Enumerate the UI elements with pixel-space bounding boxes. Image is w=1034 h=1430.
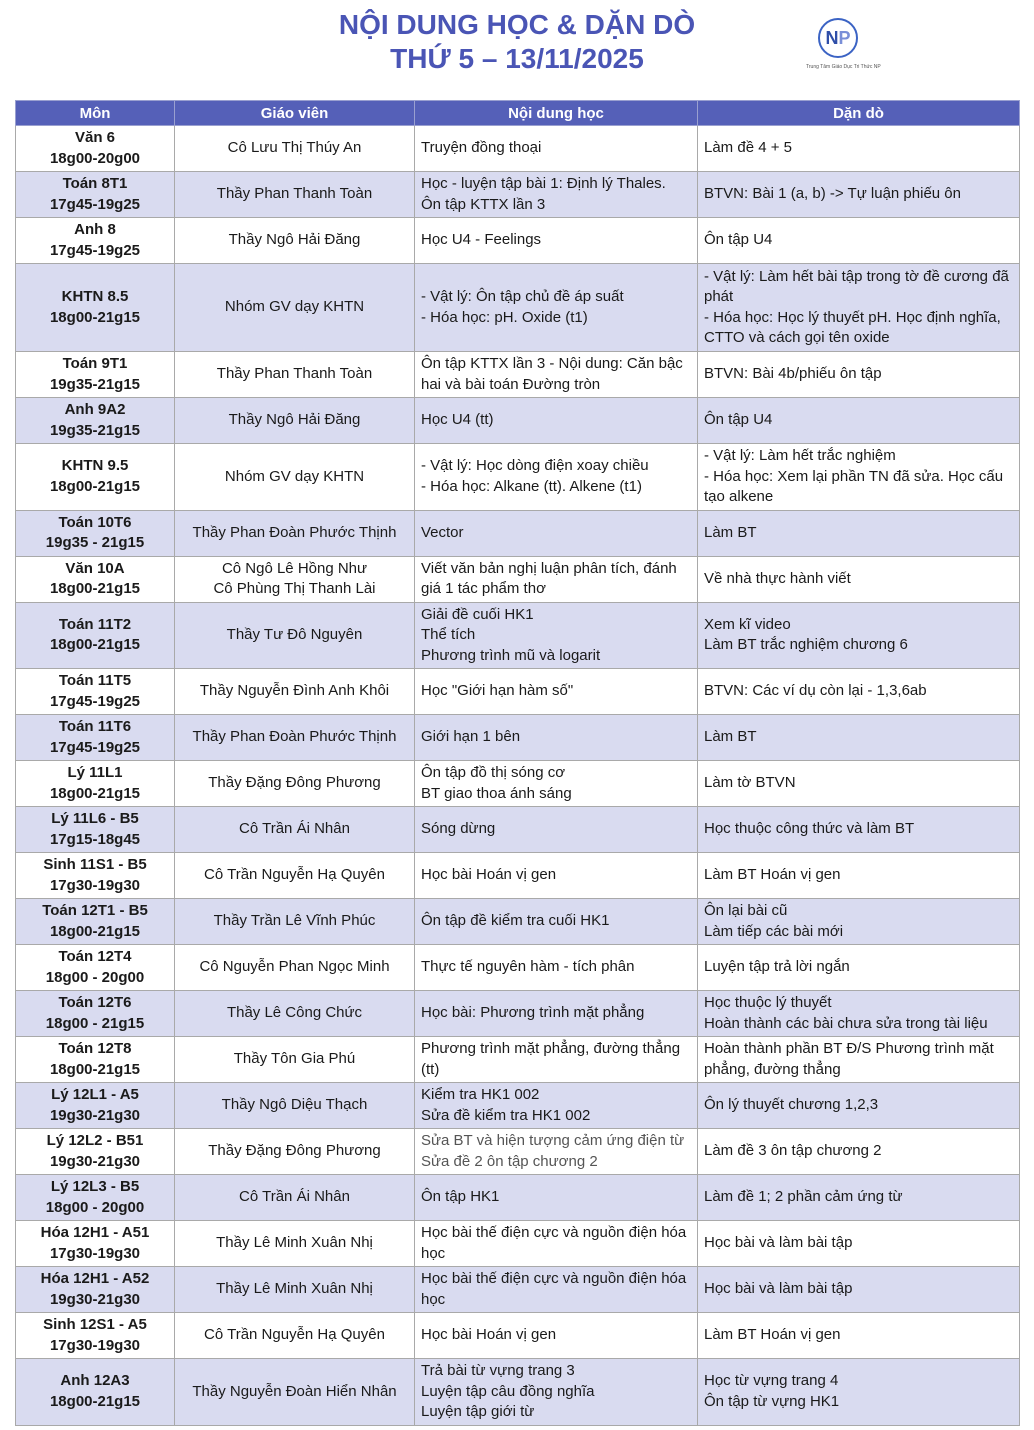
cell-giao-vien: Thầy Ngô Hải Đăng <box>175 398 415 444</box>
cell-noi-dung-hoc: Ôn tập KTTX lần 3 - Nội dung: Căn bậc hai và bài toán Đường tròn <box>415 352 698 398</box>
cell-mon: Toán 9T1 19g35-21g15 <box>16 352 175 398</box>
table-row <box>16 1175 1020 1221</box>
cell-giao-vien: Cô Trần Nguyễn Hạ Quyên <box>175 853 415 899</box>
table-row <box>16 853 1020 899</box>
cell-dan-do: Làm đề 3 ôn tập chương 2 <box>698 1129 1020 1175</box>
cell-giao-vien: Thầy Lê Minh Xuân Nhị <box>175 1221 415 1267</box>
table-row <box>16 1129 1020 1175</box>
cell-dan-do: Ôn tập U4 <box>698 218 1020 264</box>
cell-giao-vien: Thầy Lê Công Chức <box>175 991 415 1037</box>
cell-giao-vien: Nhóm GV dạy KHTN <box>175 444 415 511</box>
cell-noi-dung-hoc: - Vật lý: Học dòng điện xoay chiều - Hóa học: Alkane (tt). Alkene (t1) <box>415 444 698 511</box>
cell-noi-dung-hoc: Học "Giới hạn hàm số" <box>415 669 698 715</box>
cell-mon: Toán 12T4 18g00 - 20g00 <box>16 945 175 991</box>
cell-giao-vien: Cô Lưu Thị Thúy An <box>175 126 415 172</box>
cell-dan-do: Làm đề 1; 2 phần cảm ứng từ <box>698 1175 1020 1221</box>
cell-mon: KHTN 8.5 18g00-21g15 <box>16 264 175 352</box>
cell-dan-do: - Vật lý: Làm hết bài tập trong tờ đề cương đã phát - Hóa học: Học lý thuyết pH. Học định nghĩa, CTTO và cách gọi tên oxide <box>698 264 1020 352</box>
header-dan-do: Dặn dò <box>698 101 1020 126</box>
cell-mon: Toán 11T6 17g45-19g25 <box>16 715 175 761</box>
cell-dan-do: BTVN: Bài 4b/phiếu ôn tập <box>698 352 1020 398</box>
cell-noi-dung-hoc: Học bài Hoán vị gen <box>415 1313 698 1359</box>
cell-giao-vien: Thầy Nguyễn Đình Anh Khôi <box>175 669 415 715</box>
title-line-1: NỘI DUNG HỌC & DẶN DÒ <box>338 9 696 40</box>
table-row <box>16 1359 1020 1426</box>
cell-noi-dung-hoc: Thực tế nguyên hàm - tích phân <box>415 945 698 991</box>
cell-mon: Toán 12T8 18g00-21g15 <box>16 1037 175 1083</box>
cell-noi-dung-hoc: Vector <box>415 510 698 556</box>
cell-dan-do: Học từ vựng trang 4 Ôn tập từ vựng HK1 <box>698 1359 1020 1426</box>
cell-dan-do: Ôn lý thuyết chương 1,2,3 <box>698 1083 1020 1129</box>
table-row <box>16 1313 1020 1359</box>
cell-noi-dung-hoc: Ôn tập HK1 <box>415 1175 698 1221</box>
cell-dan-do: Làm BT <box>698 715 1020 761</box>
cell-noi-dung-hoc: Ôn tập đề kiểm tra cuối HK1 <box>415 899 698 945</box>
cell-giao-vien: Thầy Ngô Hải Đăng <box>175 218 415 264</box>
table-row <box>16 556 1020 602</box>
logo-caption: Trung Tâm Giáo Dục Tri Thức NP <box>806 64 881 70</box>
table-row <box>16 264 1020 352</box>
cell-dan-do: Học bài và làm bài tập <box>698 1267 1020 1313</box>
cell-giao-vien: Thầy Phan Thanh Toàn <box>175 352 415 398</box>
table-row <box>16 669 1020 715</box>
cell-dan-do: Làm tờ BTVN <box>698 761 1020 807</box>
cell-noi-dung-hoc: Giới hạn 1 bên <box>415 715 698 761</box>
cell-giao-vien: Thầy Phan Đoàn Phước Thịnh <box>175 715 415 761</box>
header-noi-dung-hoc: Nội dung học <box>415 101 698 126</box>
table-row <box>16 715 1020 761</box>
cell-mon: Toán 12T6 18g00 - 21g15 <box>16 991 175 1037</box>
cell-dan-do: Học thuộc công thức và làm BT <box>698 807 1020 853</box>
cell-noi-dung-hoc: Viết văn bản nghị luận phân tích, đánh giá 1 tác phẩm thơ <box>415 556 698 602</box>
table-row <box>16 991 1020 1037</box>
cell-noi-dung-hoc: Học bài: Phương trình mặt phẳng <box>415 991 698 1037</box>
table-row <box>16 126 1020 172</box>
cell-mon: Toán 10T6 19g35 - 21g15 <box>16 510 175 556</box>
table-row <box>16 761 1020 807</box>
cell-noi-dung-hoc: Học - luyện tập bài 1: Định lý Thales. Ôn tập KTTX lần 3 <box>415 172 698 218</box>
cell-noi-dung-hoc: Sóng dừng <box>415 807 698 853</box>
title-line-2: THỨ 5 – 13/11/2025 <box>390 43 644 74</box>
cell-mon: Sinh 12S1 - A5 17g30-19g30 <box>16 1313 175 1359</box>
cell-dan-do: Về nhà thực hành viết <box>698 556 1020 602</box>
cell-noi-dung-hoc: Kiểm tra HK1 002 Sửa đề kiểm tra HK1 002 <box>415 1083 698 1129</box>
cell-noi-dung-hoc: Giải đề cuối HK1 Thể tích Phương trình mũ và logarit <box>415 602 698 669</box>
cell-noi-dung-hoc: - Vật lý: Ôn tập chủ đề áp suất - Hóa học: pH. Oxide (t1) <box>415 264 698 352</box>
cell-noi-dung-hoc: Học bài Hoán vị gen <box>415 853 698 899</box>
cell-dan-do: - Vật lý: Làm hết trắc nghiệm - Hóa học: Xem lại phần TN đã sửa. Học cấu tạo alkene <box>698 444 1020 511</box>
cell-mon: Văn 6 18g00-20g00 <box>16 126 175 172</box>
cell-dan-do: Làm BT Hoán vị gen <box>698 1313 1020 1359</box>
cell-dan-do: BTVN: Bài 1 (a, b) -> Tự luận phiếu ôn <box>698 172 1020 218</box>
cell-mon: Toán 8T1 17g45-19g25 <box>16 172 175 218</box>
header-giao-vien: Giáo viên <box>175 101 415 126</box>
cell-noi-dung-hoc: Học bài thế điện cực và nguồn điện hóa học <box>415 1221 698 1267</box>
table-row <box>16 1267 1020 1313</box>
cell-dan-do: Làm đề 4 + 5 <box>698 126 1020 172</box>
cell-noi-dung-hoc: Học bài thế điện cực và nguồn điện hóa học <box>415 1267 698 1313</box>
header-mon: Môn <box>16 101 175 126</box>
cell-giao-vien: Thầy Ngô Diệu Thạch <box>175 1083 415 1129</box>
cell-giao-vien: Thầy Nguyễn Đoàn Hiển Nhân <box>175 1359 415 1426</box>
cell-noi-dung-hoc: Phương trình mặt phẳng, đường thẳng (tt) <box>415 1037 698 1083</box>
cell-giao-vien: Thầy Lê Minh Xuân Nhị <box>175 1267 415 1313</box>
cell-giao-vien: Cô Ngô Lê Hồng Như Cô Phùng Thị Thanh Lài <box>175 556 415 602</box>
cell-dan-do: Làm BT <box>698 510 1020 556</box>
cell-mon: Lý 12L1 - A5 19g30-21g30 <box>16 1083 175 1129</box>
table-row <box>16 602 1020 669</box>
cell-mon: Anh 8 17g45-19g25 <box>16 218 175 264</box>
cell-mon: Lý 12L3 - B5 18g00 - 20g00 <box>16 1175 175 1221</box>
cell-dan-do: Hoàn thành phần BT Đ/S Phương trình mặt phẳng, đường thẳng <box>698 1037 1020 1083</box>
cell-giao-vien: Cô Nguyễn Phan Ngọc Minh <box>175 945 415 991</box>
cell-noi-dung-hoc: Truyện đồng thoại <box>415 126 698 172</box>
cell-giao-vien: Thầy Phan Đoàn Phước Thịnh <box>175 510 415 556</box>
table-row <box>16 398 1020 444</box>
cell-dan-do: Học bài và làm bài tập <box>698 1221 1020 1267</box>
cell-dan-do: BTVN: Các ví dụ còn lại - 1,3,6ab <box>698 669 1020 715</box>
table-row <box>16 444 1020 511</box>
cell-mon: Lý 11L6 - B5 17g15-18g45 <box>16 807 175 853</box>
cell-mon: KHTN 9.5 18g00-21g15 <box>16 444 175 511</box>
cell-mon: Hóa 12H1 - A52 19g30-21g30 <box>16 1267 175 1313</box>
table-header-row <box>16 101 1020 126</box>
table-row <box>16 352 1020 398</box>
cell-dan-do: Luyện tập trả lời ngắn <box>698 945 1020 991</box>
cell-mon: Hóa 12H1 - A51 17g30-19g30 <box>16 1221 175 1267</box>
table-row <box>16 1221 1020 1267</box>
cell-giao-vien: Thầy Phan Thanh Toàn <box>175 172 415 218</box>
cell-dan-do: Ôn lại bài cũ Làm tiếp các bài mới <box>698 899 1020 945</box>
cell-giao-vien: Thầy Tôn Gia Phú <box>175 1037 415 1083</box>
cell-dan-do: Học thuộc lý thuyết Hoàn thành các bài chưa sửa trong tài liệu <box>698 991 1020 1037</box>
table-row <box>16 899 1020 945</box>
cell-mon: Anh 9A2 19g35-21g15 <box>16 398 175 444</box>
cell-mon: Lý 11L1 18g00-21g15 <box>16 761 175 807</box>
cell-noi-dung-hoc: Sửa BT và hiện tượng cảm ứng điện từ Sửa đề 2 ôn tập chương 2 <box>415 1129 698 1175</box>
table-row <box>16 807 1020 853</box>
table-row <box>16 945 1020 991</box>
cell-mon: Lý 12L2 - B51 19g30-21g30 <box>16 1129 175 1175</box>
cell-giao-vien: Thầy Đặng Đông Phương <box>175 1129 415 1175</box>
cell-mon: Toán 11T2 18g00-21g15 <box>16 602 175 669</box>
table-row <box>16 1083 1020 1129</box>
cell-giao-vien: Thầy Tư Đô Nguyên <box>175 602 415 669</box>
cell-giao-vien: Nhóm GV dạy KHTN <box>175 264 415 352</box>
cell-noi-dung-hoc: Trả bài từ vựng trang 3 Luyện tập câu đồng nghĩa Luyện tập giới từ <box>415 1359 698 1426</box>
logo-icon <box>818 18 858 58</box>
logo-letter-p: P <box>838 28 851 48</box>
np-logo <box>806 18 881 74</box>
cell-mon: Sinh 11S1 - B5 17g30-19g30 <box>16 853 175 899</box>
cell-giao-vien: Cô Trần Ái Nhân <box>175 1175 415 1221</box>
cell-giao-vien: Thầy Trần Lê Vĩnh Phúc <box>175 899 415 945</box>
cell-mon: Văn 10A 18g00-21g15 <box>16 556 175 602</box>
cell-noi-dung-hoc: Học U4 - Feelings <box>415 218 698 264</box>
table-row <box>16 510 1020 556</box>
cell-dan-do: Làm BT Hoán vị gen <box>698 853 1020 899</box>
cell-giao-vien: Cô Trần Ái Nhân <box>175 807 415 853</box>
table-row <box>16 218 1020 264</box>
cell-giao-vien: Cô Trần Nguyễn Hạ Quyên <box>175 1313 415 1359</box>
cell-mon: Toán 12T1 - B5 18g00-21g15 <box>16 899 175 945</box>
cell-mon: Anh 12A3 18g00-21g15 <box>16 1359 175 1426</box>
table-row <box>16 172 1020 218</box>
cell-noi-dung-hoc: Ôn tập đồ thị sóng cơ BT giao thoa ánh sáng <box>415 761 698 807</box>
cell-dan-do: Ôn tập U4 <box>698 398 1020 444</box>
cell-giao-vien: Thầy Đặng Đông Phương <box>175 761 415 807</box>
cell-dan-do: Xem kĩ video Làm BT trắc nghiệm chương 6 <box>698 602 1020 669</box>
schedule-table <box>15 100 1020 1426</box>
cell-noi-dung-hoc: Học U4 (tt) <box>415 398 698 444</box>
table-row <box>16 1037 1020 1083</box>
logo-letter-n: N <box>825 28 839 48</box>
cell-mon: Toán 11T5 17g45-19g25 <box>16 669 175 715</box>
